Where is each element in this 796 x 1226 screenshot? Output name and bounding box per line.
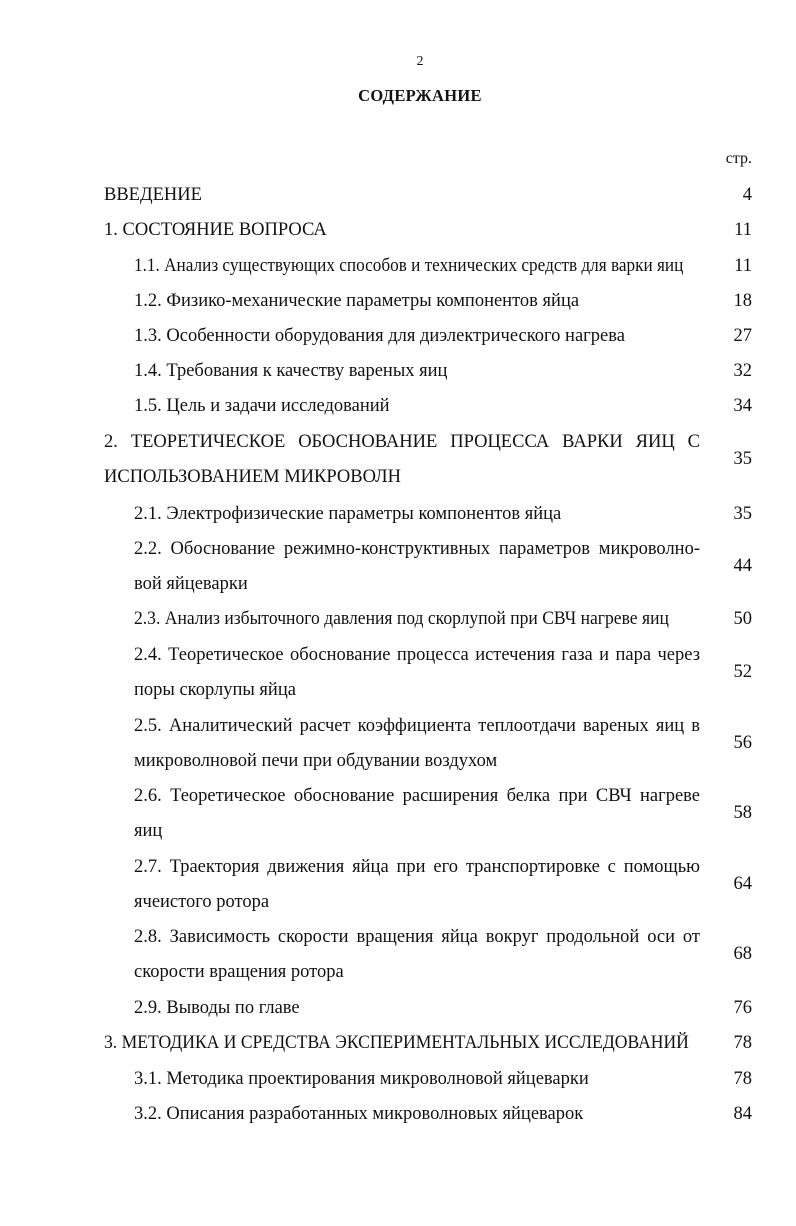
toc-entry-page: 35 [733,449,752,469]
toc-entry-text: 3. МЕТОДИКА И СРЕДСТВА ЭКСПЕРИМЕНТАЛЬНЫХ ИССЛЕДОВАНИЙ [104,1033,689,1053]
toc-entry-text: 3.2. Описания разработанных микроволновых яйцеварок [134,1104,584,1124]
toc-entry-text-line2: скорости вращения ротора [134,962,344,982]
toc-entry-page: 4 [742,185,752,205]
toc-entry-text: 1.5. Цель и задачи исследований [134,396,390,416]
toc-entry-text: 2.3. Анализ избыточного давления под скорлупой при СВЧ нагреве яиц [134,609,669,629]
toc-entry-page: 27 [733,326,752,346]
toc-entry-page: 11 [734,220,752,240]
toc-entry-text: 2.9. Выводы по главе [134,998,300,1018]
toc-entry-text-line1: 2.7. Траектория движения яйца при его транспортировке с помощью [134,857,700,877]
toc-entry-text-line1: 2.4. Теоретическое обоснование процесса истечения газа и пара через [134,645,700,665]
toc-entry-text: 3.1. Методика проектирования микроволновой яйцеварки [134,1069,589,1089]
toc-entry-page: 76 [733,998,752,1018]
toc-entry-text-line1: 2.6. Теоретическое обоснование расширения белка при СВЧ нагреве [134,786,700,806]
toc-entry-page: 32 [733,361,752,381]
toc-entry-text: 2.1. Электрофизические параметры компонентов яйца [134,504,562,524]
toc-entry-text-line2: ячеистого ротора [134,892,270,912]
toc-entry-page: 84 [733,1104,752,1124]
toc-entry-page: 68 [733,944,752,964]
toc-entry-text-line1: 2.2. Обоснование режимно-конструктивных параметров микроволно- [134,539,700,559]
toc-entry-text-line1: 2.8. Зависимость скорости вращения яйца вокруг продольной оси от [134,927,700,947]
toc-entry-text: 1. СОСТОЯНИЕ ВОПРОСА [104,220,327,240]
toc-entry-page: 64 [733,874,752,894]
toc-entry-text-line2: яиц [134,821,163,841]
toc-entry-text: 1.4. Требования к качеству вареных яиц [134,361,448,381]
toc-entry-text-line1: 2.5. Аналитический расчет коэффициента теплоотдачи вареных яиц в [134,716,700,736]
toc-entry-page: 35 [733,504,752,524]
toc-entry-text-line1: 2. ТЕОРЕТИЧЕСКОЕ ОБОСНОВАНИЕ ПРОЦЕССА ВАРКИ ЯИЦ С [104,432,700,452]
toc-entry-page: 50 [733,609,752,629]
page-title: СОДЕРЖАНИЕ [358,86,482,105]
toc-entry-page: 44 [733,556,752,576]
toc-entry-text-line2: поры скорлупы яйца [134,680,296,700]
toc-entry-page: 58 [733,803,752,823]
toc-entry-text: 1.2. Физико-механические параметры компонентов яйца [134,291,580,311]
page-number: 2 [416,54,424,69]
toc-entry-text-line2: ИСПОЛЬЗОВАНИЕМ МИКРОВОЛН [104,467,401,487]
toc-entry-text: 1.3. Особенности оборудования для диэлектрического нагрева [134,326,625,346]
toc-entry-page: 56 [733,733,752,753]
toc-entry-text: 1.1. Анализ существующих способов и технических средств для варки яиц [134,256,684,276]
toc-entry-text-line2: вой яйцеварки [134,574,248,594]
page-column-label: стр. [725,150,752,167]
toc-entry-page: 11 [734,256,752,276]
toc-entry-page: 78 [733,1033,752,1053]
toc-entry-text-line2: микроволновой печи при обдувании воздухом [134,751,498,771]
toc-entry-text: ВВЕДЕНИЕ [104,185,202,205]
toc-entry-page: 52 [733,662,752,682]
toc-entry-page: 78 [733,1069,752,1089]
toc-entry-page: 34 [733,396,752,416]
toc-entry-page: 18 [733,291,752,311]
